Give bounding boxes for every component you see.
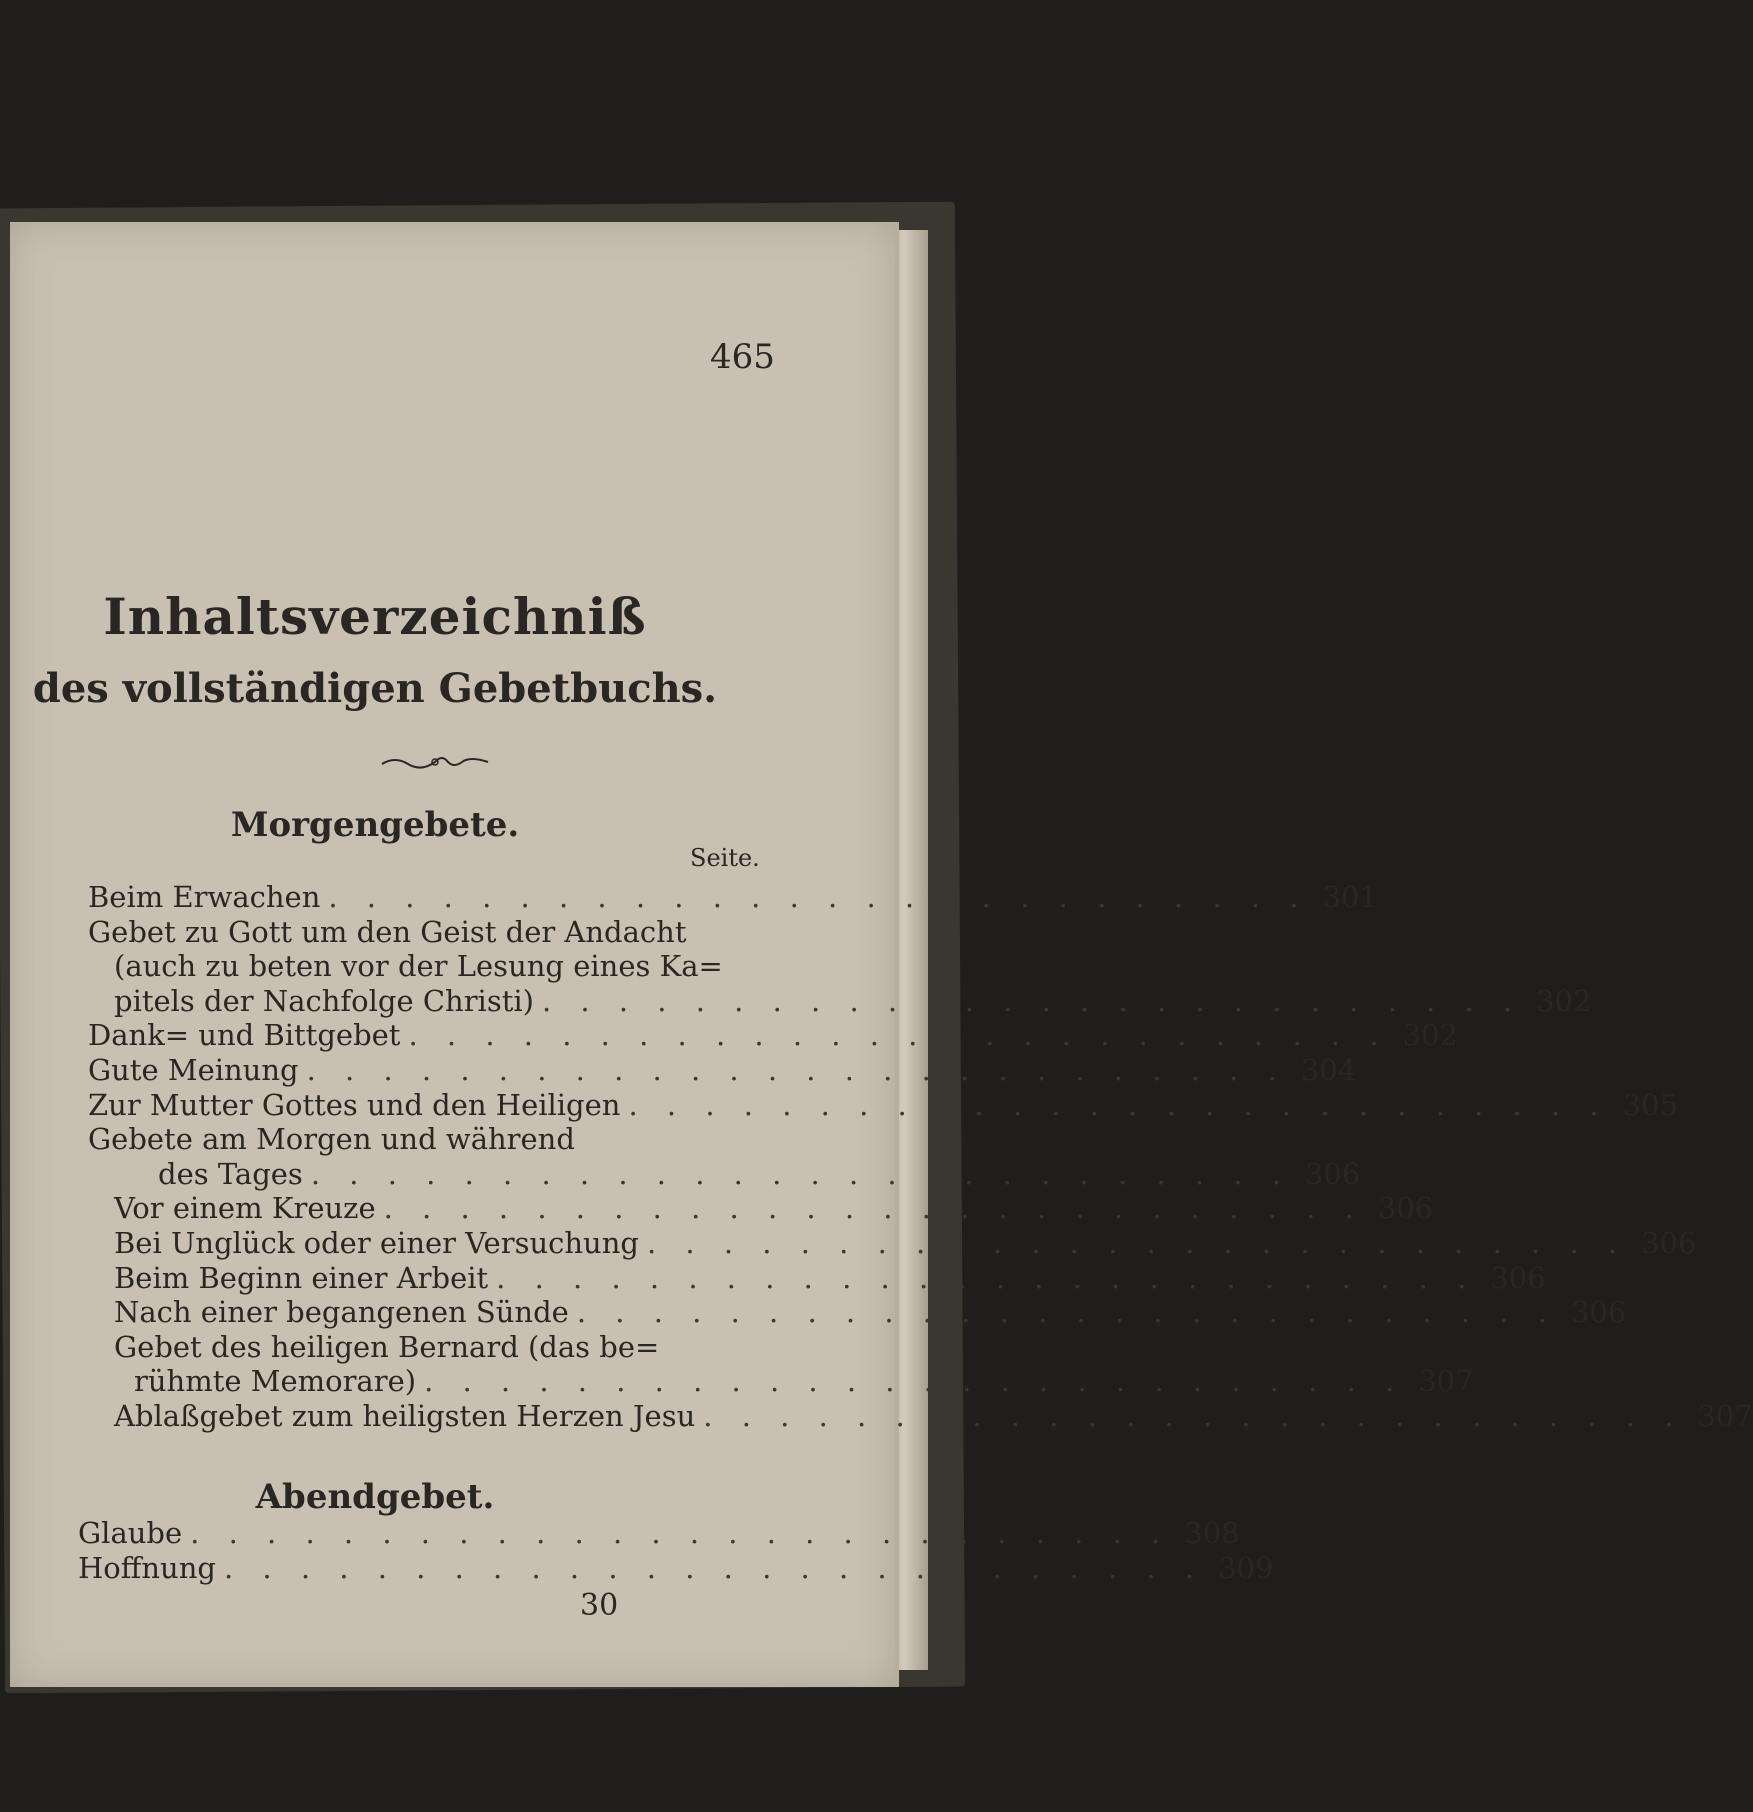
toc-entry bbox=[114, 1260, 1546, 1295]
dot-leader: . . . . . . . . . . . . . . . . . . . . . . . . . . bbox=[223, 1551, 1205, 1585]
toc-entry-page: 304 bbox=[1300, 1053, 1357, 1087]
toc-entry bbox=[114, 1399, 1753, 1433]
dot-leader: . . . . . . . . . . . . . . . . . . . . . . . . . . bbox=[541, 983, 1523, 1018]
dot-leader: . . . . . . . . . . . . . . . . . . . . . . . . . . bbox=[628, 1087, 1609, 1122]
book-page bbox=[10, 222, 1753, 1687]
toc-entry-title: des Tages bbox=[158, 1156, 303, 1191]
toc-entry-page: 301 bbox=[1322, 880, 1378, 914]
toc-entry bbox=[88, 1053, 1357, 1087]
toc-entry bbox=[88, 1087, 1678, 1122]
toc-entry bbox=[114, 1226, 1697, 1260]
column-header-page: Seite. bbox=[690, 844, 760, 872]
toc-entry bbox=[78, 1516, 1240, 1550]
toc-entry-page: 309 bbox=[1218, 1551, 1274, 1585]
toc-entry-page: 307 bbox=[1697, 1399, 1753, 1433]
toc-entry-page: 308 bbox=[1184, 1516, 1240, 1550]
dot-leader: . . . . . . . . . . . . . . . . . . . . . . . . . . bbox=[496, 1260, 1477, 1295]
dot-leader: . . . . . . . . . . . . . . . . . . . . . . . . . . bbox=[424, 1364, 1405, 1399]
toc-entry-title: Hoffnung bbox=[78, 1551, 216, 1585]
toc-entry-page: 306 bbox=[1377, 1191, 1434, 1226]
toc-entry-page: 306 bbox=[1490, 1260, 1546, 1295]
toc-entry-page: 306 bbox=[1641, 1226, 1697, 1260]
dot-leader: . . . . . . . . . . . . . . . . . . . . . . . . . . bbox=[646, 1226, 1628, 1260]
dot-leader: . . . . . . . . . . . . . . . . . . . . . . . . . . bbox=[408, 1018, 1389, 1053]
toc-entry-title: (auch zu beten vor der Lesung eines Ka= bbox=[114, 949, 723, 984]
page-subtitle: des vollständigen Gebetbuchs. bbox=[32, 665, 718, 712]
toc-entry bbox=[134, 1364, 1474, 1399]
toc-entry bbox=[78, 1551, 1274, 1585]
toc-entry bbox=[114, 1191, 1434, 1226]
toc-entry bbox=[114, 1295, 1627, 1330]
toc-entry-page: 302 bbox=[1402, 1018, 1458, 1053]
toc-entry bbox=[88, 1122, 728, 1156]
toc-entry-title: Glaube bbox=[78, 1516, 183, 1550]
printer-signature: 30 bbox=[580, 1588, 619, 1623]
toc-entry-title: Beim Erwachen bbox=[88, 880, 321, 914]
section-heading-evening: Abendgebet. bbox=[255, 1477, 495, 1517]
section-heading-morning: Morgengebete. bbox=[230, 805, 520, 845]
toc-entry-title: Beim Beginn einer Arbeit bbox=[114, 1260, 489, 1295]
dot-leader: . . . . . . . . . . . . . . . . . . . . . . . . . . bbox=[306, 1053, 1287, 1087]
dot-leader: . . . . . . . . . . . . . . . . . . . . . . . . . . bbox=[383, 1191, 1364, 1226]
page-number: 465 bbox=[710, 337, 775, 377]
table-of-contents bbox=[10, 222, 1753, 1687]
toc-entry bbox=[88, 915, 728, 949]
toc-entry-title: pitels der Nachfolge Christi) bbox=[114, 983, 534, 1018]
toc-entry-page: 306 bbox=[1570, 1295, 1627, 1330]
toc-entry-title: Gebet zu Gott um den Geist der Andacht bbox=[88, 914, 687, 949]
toc-entry-title: Gute Meinung bbox=[88, 1053, 299, 1087]
toc-entry-title: Ablaßgebet zum heiligsten Herzen Jesu bbox=[114, 1399, 696, 1433]
toc-entry bbox=[114, 983, 1592, 1018]
toc-entry-title: Dank= und Bittgebet bbox=[88, 1018, 401, 1053]
toc-entry-page: 306 bbox=[1304, 1156, 1361, 1191]
toc-entry-title: Bei Unglück oder einer Versuchung bbox=[114, 1226, 639, 1260]
dot-leader: . . . . . . . . . . . . . . . . . . . . . . . . . . bbox=[328, 880, 1309, 914]
toc-entry-page: 305 bbox=[1622, 1087, 1678, 1122]
toc-entry bbox=[158, 1156, 1361, 1191]
toc-entry bbox=[88, 1018, 1458, 1053]
toc-entry bbox=[114, 1330, 728, 1364]
dot-leader: . . . . . . . . . . . . . . . . . . . . . . . . . . bbox=[190, 1516, 1171, 1550]
toc-entry-title: Vor einem Kreuze bbox=[114, 1191, 376, 1226]
toc-entry-title: Nach einer begangenen Sünde bbox=[114, 1295, 569, 1330]
toc-entry-title: Zur Mutter Gottes und den Heiligen bbox=[88, 1087, 621, 1122]
toc-entry bbox=[88, 880, 1378, 914]
toc-entry-title: rühmte Memorare) bbox=[134, 1364, 417, 1399]
dot-leader: . . . . . . . . . . . . . . . . . . . . . . . . . . bbox=[703, 1399, 1684, 1433]
page-title: Inhaltsverzeichniß bbox=[103, 587, 647, 646]
toc-entry bbox=[114, 949, 728, 983]
toc-entry-title: Gebete am Morgen und während bbox=[88, 1122, 575, 1157]
toc-entry-page: 302 bbox=[1536, 983, 1592, 1018]
dot-leader: . . . . . . . . . . . . . . . . . . . . . . . . . . bbox=[310, 1156, 1291, 1191]
toc-entry-page: 307 bbox=[1418, 1364, 1474, 1399]
toc-entry-title: Gebet des heiligen Bernard (das be= bbox=[114, 1329, 660, 1364]
dot-leader: . . . . . . . . . . . . . . . . . . . . . . . . . . bbox=[576, 1295, 1557, 1330]
